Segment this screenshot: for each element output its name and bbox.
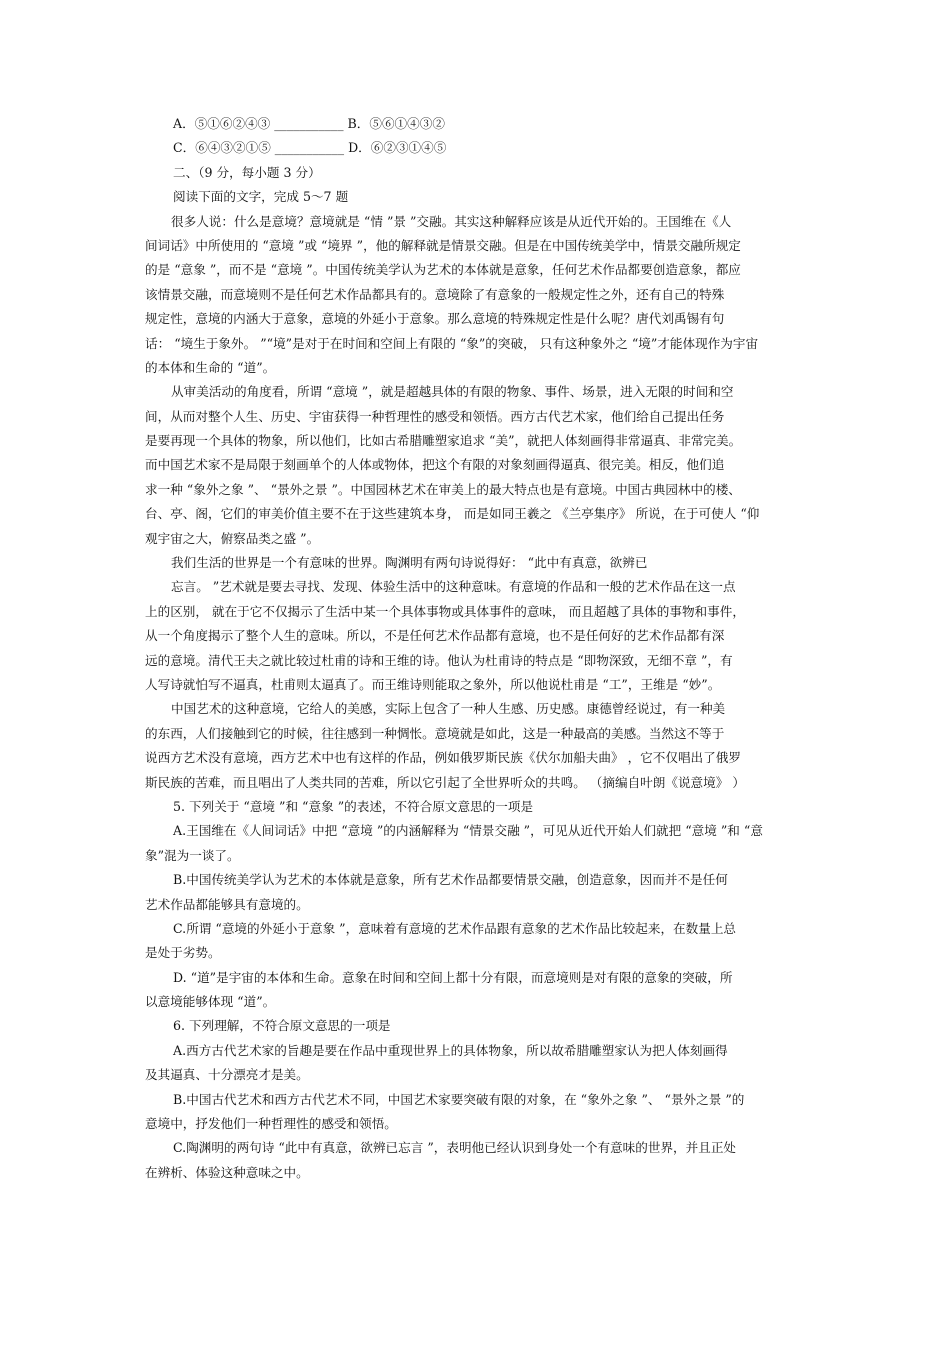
text-line: 中国艺术的这种意境，它给人的美感，实际上包含了一种人生感、历史感。康德曾经说过，有一种美	[171, 701, 726, 717]
text-line: C.所谓 “意境的外延小于意象 ”，意味着有意境的艺术作品跟有意象的艺术作品比较起来，在数量上总	[173, 920, 737, 936]
text-line: A.西方古代艺术家的旨趣是要在作品中重现世界上的具体物象，所以故希腊雕塑家认为把人体刻画得	[173, 1042, 728, 1058]
text-line: 忘言。 ”艺术就是要去寻找、发现、体验生活中的这种意味。有意境的作品和一般的艺术作品在这一点	[171, 579, 736, 595]
text-line: 5. 下列关于 “意境 ”和 “意象 ”的表述，不符合原文意思的一项是	[173, 798, 534, 814]
text-line: 及其逼真、十分漂亮才是美。	[145, 1067, 309, 1083]
text-line: 斯民族的苦难，而且唱出了人类共同的苦难，所以它引起了全世界听众的共鸣。 （摘编自叶朗《说意境》 ）	[145, 774, 745, 790]
text-line: D. “道”是宇宙的本体和生命。意象在时间和空间上都十分有限，而意境则是对有限的意象的突破，所	[173, 969, 733, 985]
text-line: 说西方艺术没有意境，西方艺术中也有这样的作品，例如俄罗斯民族《伏尔加船夫曲》 ，它不仅唱出了俄罗	[145, 750, 741, 766]
text-line: 间，从而对整个人生、历史、宇宙获得一种哲理性的感受和领悟。西方古代艺术家，他们给自己提出任务	[145, 408, 725, 424]
text-line: 象”混为一谈了。	[145, 847, 240, 863]
text-line: 以意境能够体现 “道”。	[145, 994, 276, 1010]
text-line: 的本体和生命的 “道”。	[145, 359, 276, 375]
text-line: 该情景交融，而意境则不是任何艺术作品都具有的。意境除了有意象的一般规定性之外，还有自己的特殊	[145, 286, 725, 302]
text-line: 艺术作品都能够具有意境的。	[145, 896, 309, 912]
text-line: 从一个角度揭示了整个人生的意味。所以，不是任何艺术作品都有意境，也不是任何好的艺术作品都有深	[145, 628, 725, 644]
text-line: 意境中，抒发他们一种哲理性的感受和领悟。	[145, 1116, 397, 1132]
text-line: 我们生活的世界是一个有意味的世界。陶渊明有两句诗说得好： “此中有真意，欲辨已	[171, 555, 648, 571]
text-line: B.中国传统美学认为艺术的本体就是意象，所有艺术作品都要情景交融，创造意象，因而并不是任何	[173, 872, 728, 888]
text-line: 是处于劣势。	[145, 945, 221, 961]
text-line: 间词话》中所使用的 “意境 ”或 “境界 ”，他的解释就是情景交融。但是在中国传统美学中，情景交融所规定	[145, 237, 741, 253]
text-line: 阅读下面的文字，完成 5～7 题	[173, 189, 349, 205]
text-line: 规定性，意境的内涵大于意象，意境的外延小于意象。那么意境的特殊规定性是什么呢？唐代刘禹锡有句	[145, 311, 725, 327]
text-line: 二、（9 分，每小题 3 分）	[173, 164, 321, 180]
text-line: A.王国维在《人间词话》中把 “意境 ”的内涵解释为 “情景交融 ”，可见从近代开始人们就把 “意境 ”和 “意	[173, 823, 763, 839]
text-line: A．⑤①⑥②④③ ___________ B．⑤⑥①④③②	[173, 116, 445, 131]
document-body	[145, 112, 810, 1185]
text-line: 从审美活动的角度看，所谓 “意境 ”，就是超越具体的有限的物象、事件、场景，进入无限的时间和空	[171, 384, 734, 400]
text-line: 求一种 “象外之象 ”、 “景外之景 ”。中国园林艺术在审美上的最大特点也是有意境。中国古典园林中的楼、	[145, 481, 741, 497]
text-line: 很多人说：什么是意境？意境就是 “情 ”景 ”交融。其实这种解释应该是从近代开始的。王国维在《人	[171, 213, 732, 229]
text-line: 话： “境生于象外。 ”“境”是对于在时间和空间上有限的 “象”的突破， 只有这种象外之 “境”才能体现作为宇宙	[145, 335, 759, 351]
text-line: 观宇宙之大，俯察品类之盛 ”。	[145, 530, 320, 546]
text-line: B.中国古代艺术和西方古代艺术不同，中国艺术家要突破有限的对象，在 “象外之象 ”、 “景外之景 ”的	[173, 1091, 745, 1107]
text-line: 台、亭、阁，它们的审美价值主要不在于这些建筑本身， 而是如同王羲之 《兰亭集序》 所说，在于可使人 “仰	[145, 506, 760, 522]
text-line: 而中国艺术家不是局限于刻画单个的人体或物体，把这个有限的对象刻画得逼真、很完美。相反，他们追	[145, 457, 725, 473]
text-line: 上的区别， 就在于它不仅揭示了生活中某一个具体事物或具体事件的意味， 而且超越了具体的事物和事件，	[145, 603, 745, 619]
text-line: 6. 下列理解，不符合原文意思的一项是	[173, 1018, 391, 1034]
text-line: C．⑥④③②①⑤ ___________ D．⑥②③①④⑤	[173, 140, 447, 156]
text-line: 是要再现一个具体的物象，所以他们，比如古希腊雕塑家追求 “美”，就把人体刻画得非常逼真、非常完美。	[145, 433, 742, 449]
text-line: 在辨析、体验这种意味之中。	[145, 1164, 309, 1180]
text-line: 的东西，人们接触到它的时候，往往感到一种惆怅。意境就是如此，这是一种最高的美感。当然这不等于	[145, 725, 725, 741]
text-line: 远的意境。清代王夫之就比较过杜甫的诗和王维的诗。他认为杜甫诗的特点是 “即物深致，无细不章 ”，有	[145, 652, 733, 668]
text-line: 人写诗就怕写不逼真，杜甫则太逼真了。而王维诗则能取之象外，所以他说杜甫是 “工”，王维是 “妙”。	[145, 676, 721, 692]
text-line: 的是 “意象 ”，而不是 “意境 ”。中国传统美学认为艺术的本体就是意象，任何艺术作品都要创造意象，都应	[145, 262, 741, 278]
text-line: C.陶渊明的两句诗 “此中有真意，欲辨已忘言 ”，表明他已经认识到身处一个有意味的世界，并且正处	[173, 1140, 737, 1156]
